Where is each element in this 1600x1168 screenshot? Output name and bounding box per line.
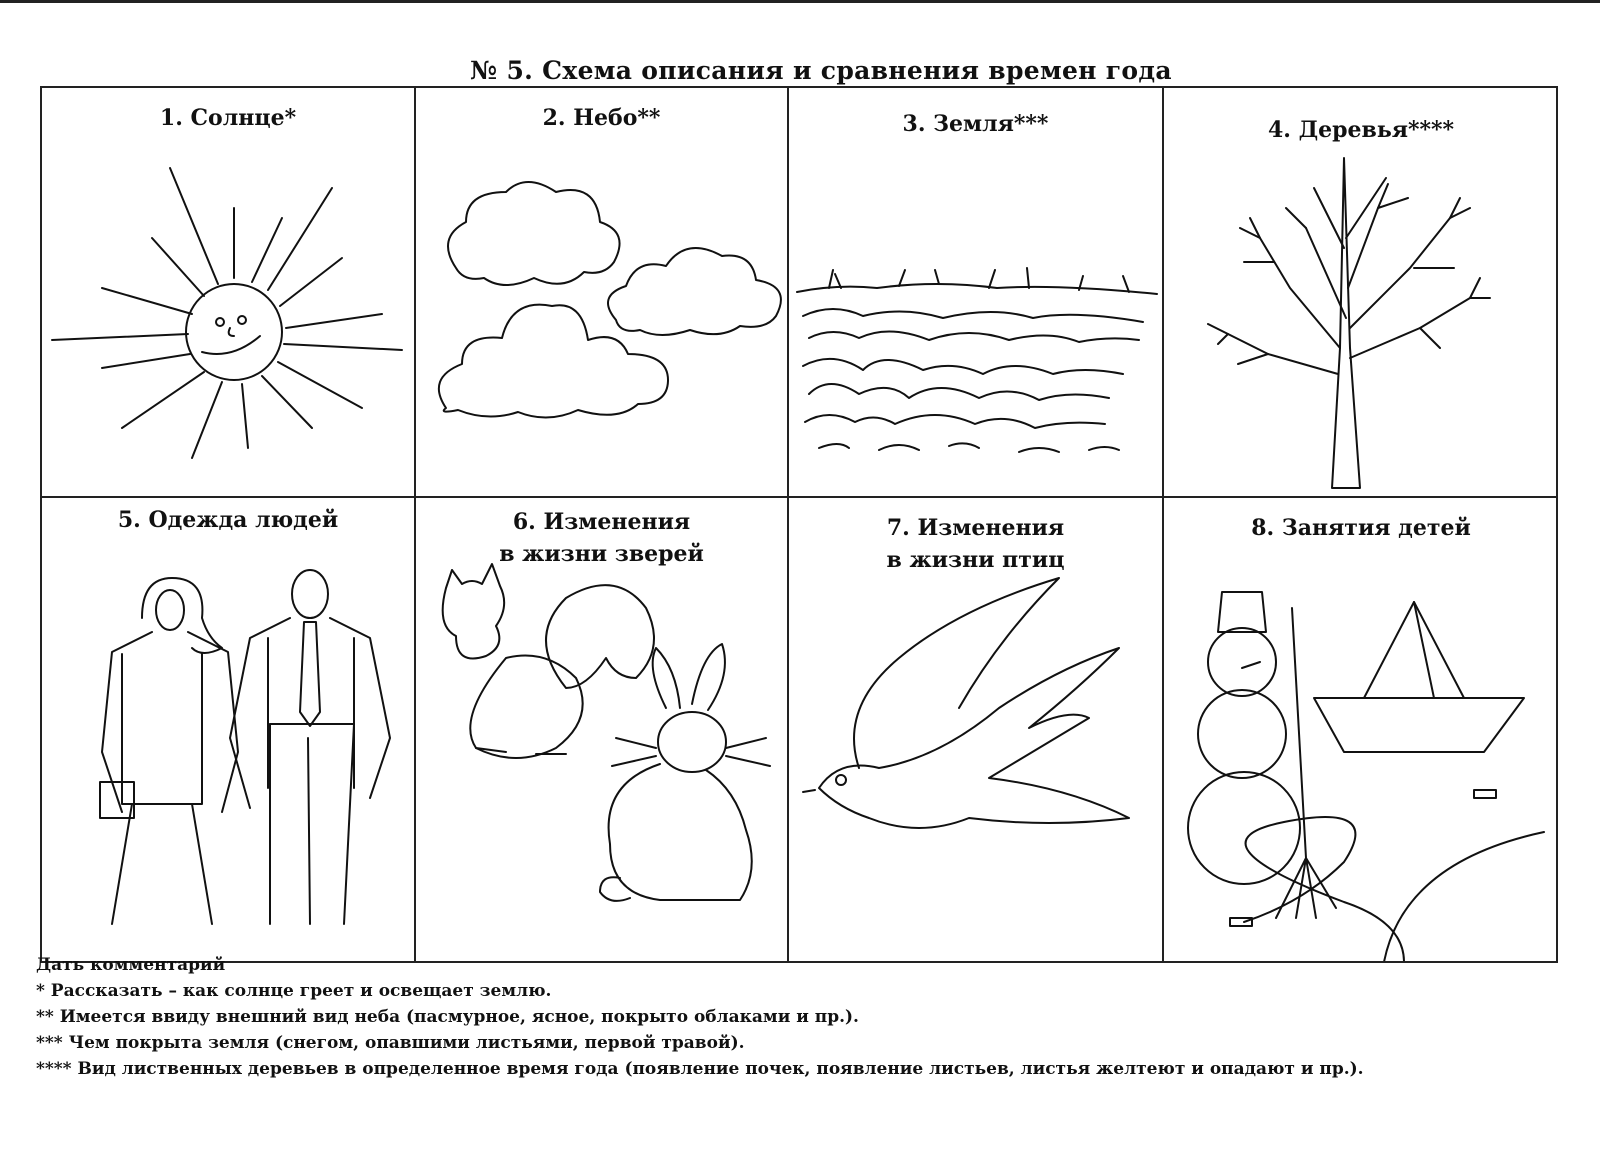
cell-title-sky: 2. Небо** bbox=[542, 105, 661, 131]
cell-title-birds-line1: 7. Изменения bbox=[886, 515, 1065, 541]
sun-icon bbox=[42, 88, 414, 496]
cell-title-children: 8. Занятия детей bbox=[1251, 515, 1471, 541]
footnote-2: ** Имеется ввиду внешний вид неба (пасмурное, ясное, покрыто облаками и пр.). bbox=[36, 1007, 859, 1027]
children-activities-icon bbox=[1164, 498, 1558, 961]
footnotes bbox=[36, 952, 1364, 1082]
top-border-line bbox=[0, 0, 1600, 3]
ground-icon bbox=[789, 88, 1162, 496]
clouds-icon bbox=[416, 88, 787, 496]
cell-trees bbox=[1164, 88, 1558, 496]
cell-title-trees: 4. Деревья**** bbox=[1267, 117, 1455, 143]
squirrel-hare-icon bbox=[416, 498, 787, 961]
cell-title-birds-line2: в жизни птиц bbox=[886, 547, 1065, 573]
cell-title-animals-line2: в жизни зверей bbox=[499, 541, 704, 567]
tree-icon bbox=[1164, 88, 1558, 496]
cell-birds bbox=[789, 498, 1162, 961]
footnote-4: **** Вид лиственных деревьев в определенное время года (появление почек, появление листьев, листья желтеют и опадают и пр.). bbox=[36, 1059, 1364, 1079]
footnote-1: * Рассказать – как солнце греет и освещает землю. bbox=[36, 981, 552, 1001]
footnote-3: *** Чем покрыта земля (снегом, опавшими листьями, первой травой). bbox=[36, 1033, 745, 1053]
seasons-scheme-table bbox=[40, 86, 1558, 963]
cell-title-sun: 1. Солнце* bbox=[159, 105, 297, 131]
people-icon bbox=[42, 498, 414, 961]
page-title: № 5. Схема описания и сравнения времен года bbox=[470, 56, 1172, 85]
cell-title-clothing: 5. Одежда людей bbox=[117, 507, 339, 533]
swallow-icon bbox=[789, 498, 1162, 961]
cell-ground bbox=[789, 88, 1162, 496]
cell-animals bbox=[416, 498, 787, 961]
footnotes-heading: Дать комментарий bbox=[36, 955, 226, 975]
cell-sun bbox=[42, 88, 414, 496]
cell-sky bbox=[416, 88, 787, 496]
cell-clothing bbox=[42, 498, 414, 961]
cell-title-ground: 3. Земля*** bbox=[902, 111, 1049, 137]
cell-title-animals-line1: 6. Изменения bbox=[512, 509, 691, 535]
cell-children bbox=[1164, 498, 1558, 961]
